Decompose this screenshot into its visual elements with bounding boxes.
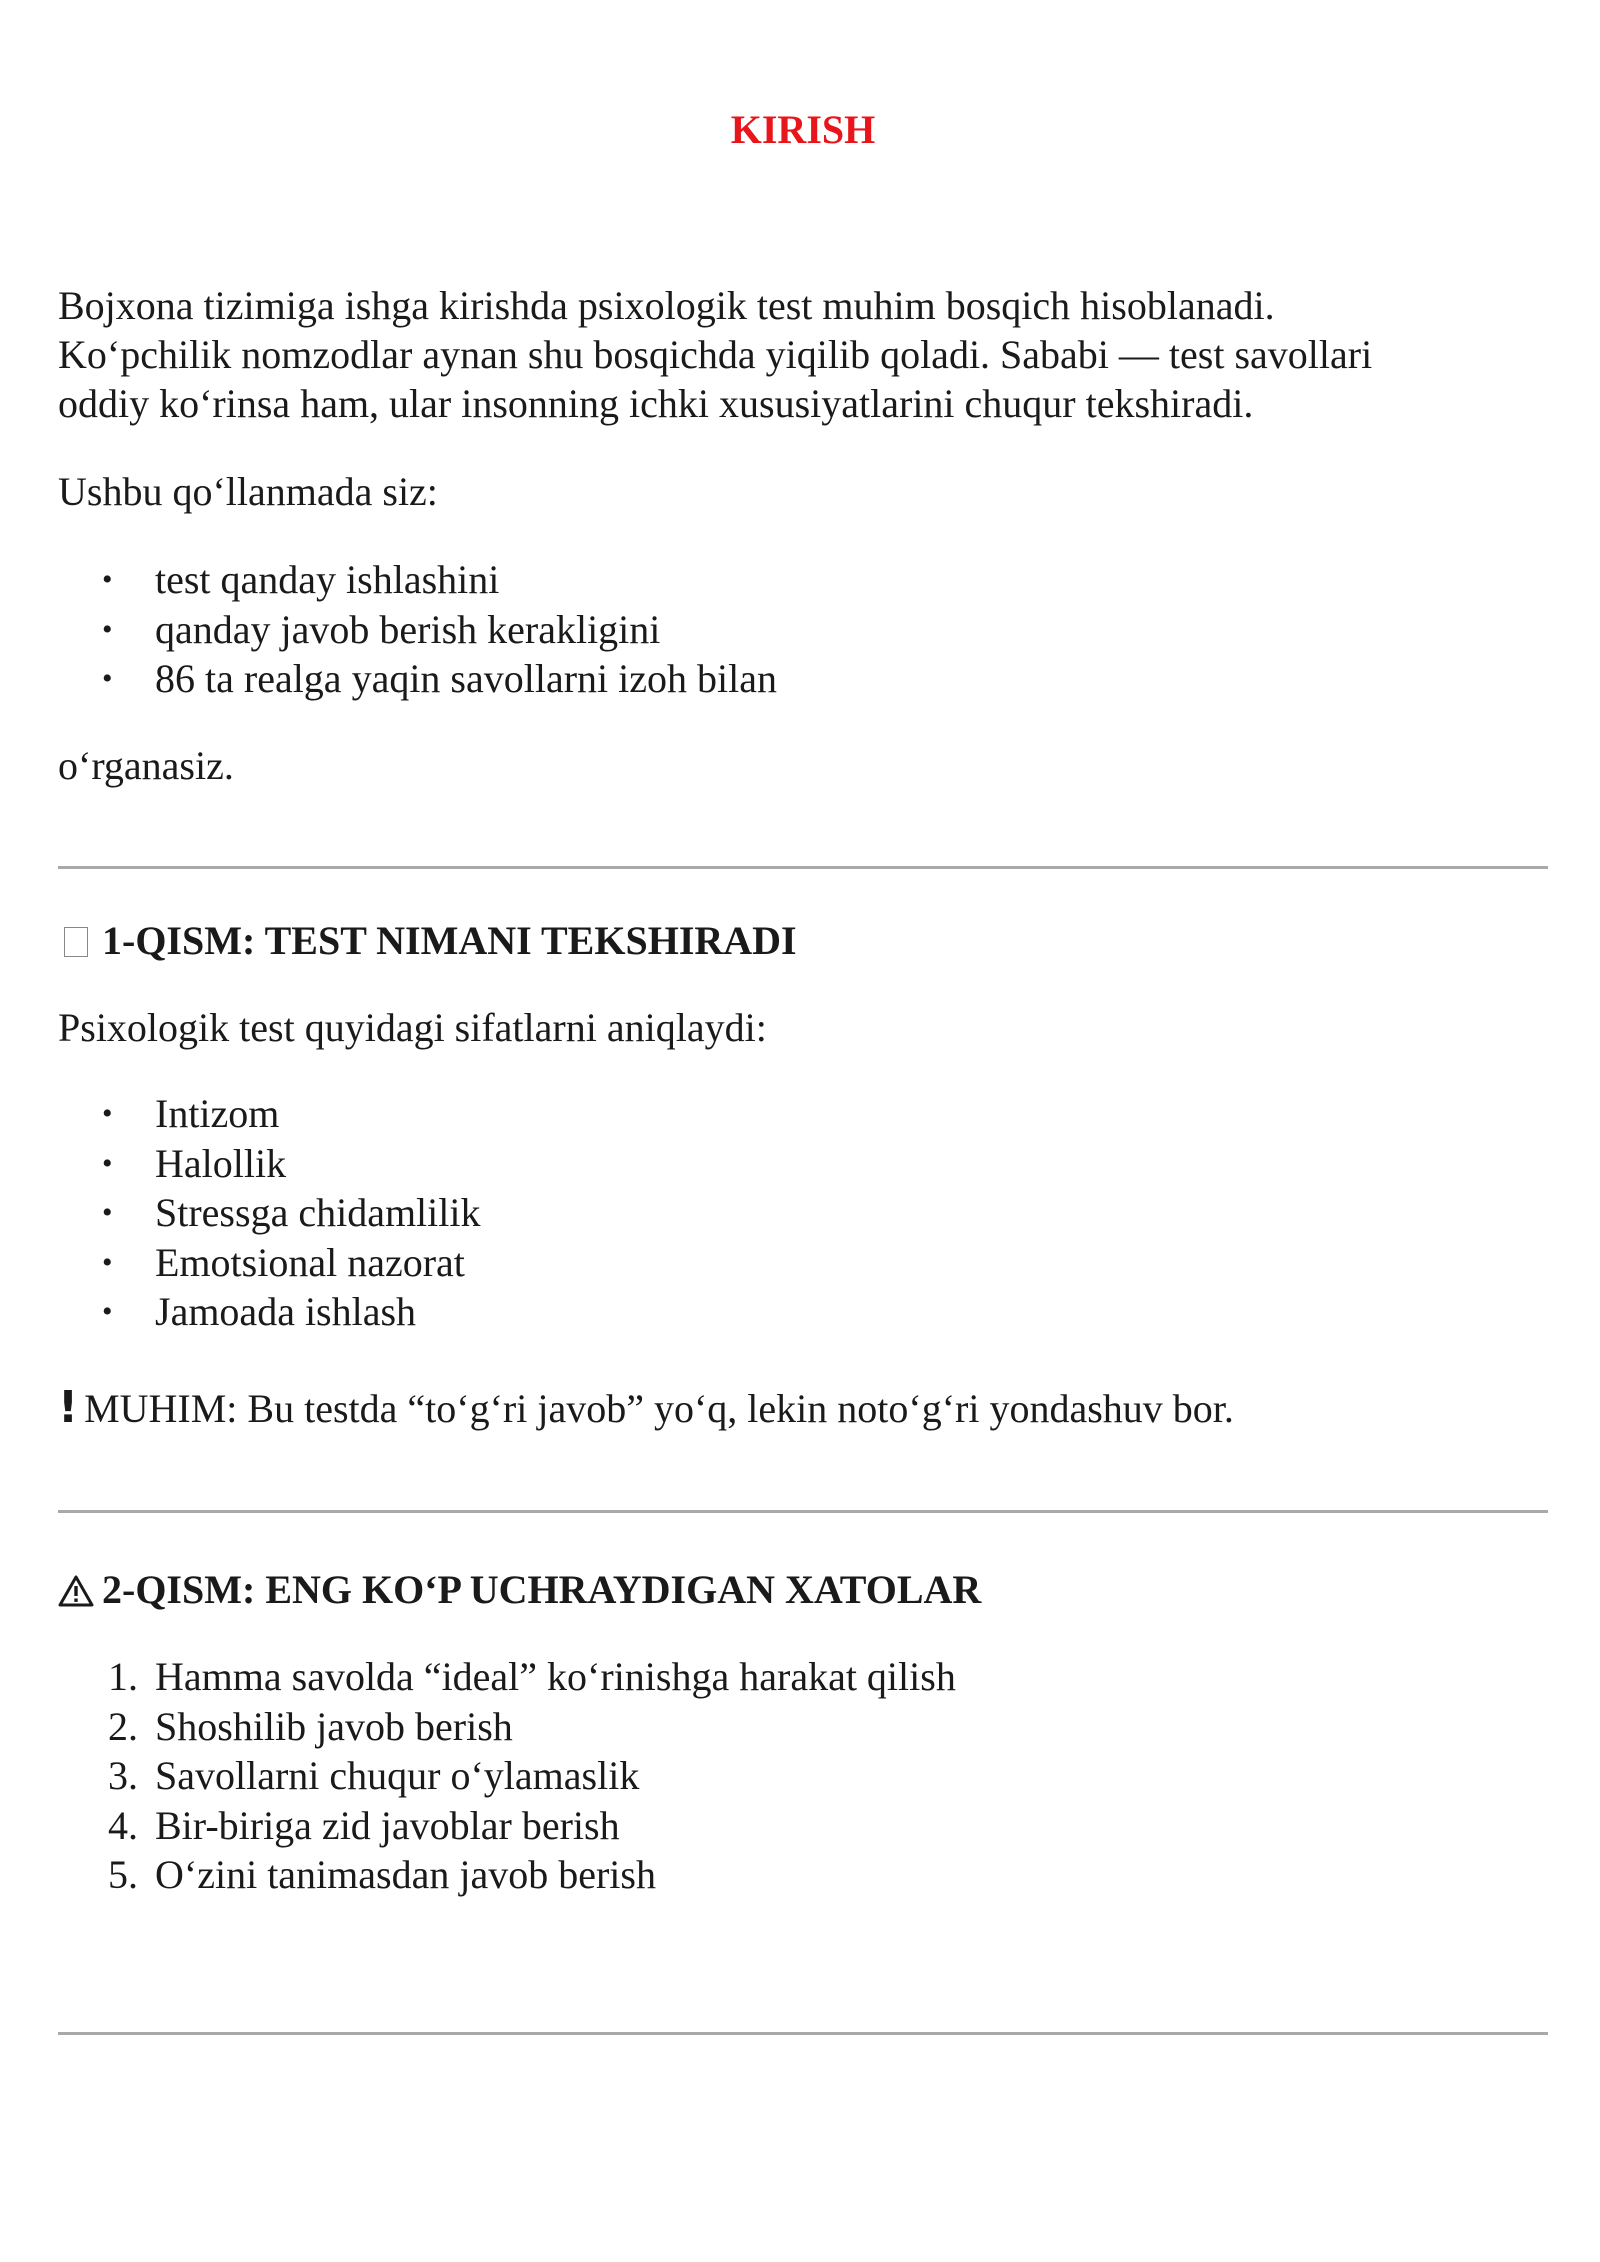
intro-list xyxy=(58,555,777,704)
intro-lead-in: Ushbu qo‘llanmada siz: xyxy=(58,469,438,514)
list-number: 4. xyxy=(108,1802,138,1848)
bullet-icon: • xyxy=(102,662,113,695)
part1-description: Psixologik test quyidagi sifatlarni aniqlaydi: xyxy=(58,1005,767,1050)
bullet-icon: • xyxy=(102,1196,113,1229)
list-item xyxy=(58,1801,956,1851)
intro-paragraph xyxy=(58,281,1548,428)
list-number: 2. xyxy=(108,1703,138,1749)
section-heading-part2 xyxy=(58,1565,981,1615)
bullet-icon: • xyxy=(102,612,113,646)
section-heading-text: 1-QISM: TEST NIMANI TEKSHIRADI xyxy=(102,918,797,963)
horizontal-divider xyxy=(58,2032,1548,2035)
intro-line-2: Ko‘pchilik nomzodlar aynan shu bosqichda yiqilib qoladi. Sababi — test savollari xyxy=(58,332,1373,377)
list-item xyxy=(58,555,777,605)
list-item-text: test qanday ishlashini xyxy=(155,557,500,602)
list-item-text: Jamoada ishlash xyxy=(155,1289,417,1334)
list-item-text: Shoshilib javob berish xyxy=(155,1703,513,1749)
bullet-icon: • xyxy=(102,563,113,596)
intro-line-1: Bojxona tizimiga ishga kirishda psixologik test muhim bosqich hisoblanadi. xyxy=(58,283,1275,328)
list-item xyxy=(58,605,777,655)
list-item-text: 86 ta realga yaqin savollarni izoh bilan xyxy=(155,656,778,701)
important-note xyxy=(58,1383,1234,1434)
bullet-icon: • xyxy=(102,1295,113,1328)
list-item xyxy=(58,1238,481,1288)
horizontal-divider xyxy=(58,866,1548,869)
list-item-text: Bir-biriga zid javoblar berish xyxy=(155,1802,620,1848)
box-icon xyxy=(64,927,88,957)
list-number: 5. xyxy=(108,1852,138,1897)
section-heading-text: 2-QISM: ENG KO‘P UCHRAYDIGAN XATOLAR xyxy=(102,1567,982,1612)
list-item-text: qanday javob berish kerakligini xyxy=(155,606,661,652)
list-item xyxy=(58,1188,481,1238)
important-note-text: MUHIM: Bu testda “to‘g‘ri javob” yo‘q, lekin noto‘g‘ri yondashuv bor. xyxy=(84,1386,1234,1431)
mistakes-list xyxy=(58,1652,956,1900)
list-item-text: Emotsional nazorat xyxy=(155,1239,465,1285)
page-title: KIRISH xyxy=(730,107,876,152)
list-number: 1. xyxy=(108,1654,138,1699)
bullet-icon: • xyxy=(102,1097,113,1130)
list-item-text: Savollarni chuqur o‘ylamaslik xyxy=(155,1753,640,1798)
list-item xyxy=(58,1287,481,1337)
list-item xyxy=(58,1850,956,1900)
list-number: 3. xyxy=(108,1753,138,1798)
list-item-text: Halollik xyxy=(155,1140,287,1186)
list-item-text: Stressga chidamlilik xyxy=(155,1190,481,1235)
bullet-icon: • xyxy=(102,1146,113,1180)
bullet-icon: • xyxy=(102,1245,113,1279)
list-item xyxy=(58,1652,956,1702)
list-item-text: Hamma savolda “ideal” ko‘rinishga harakat qilish xyxy=(155,1654,956,1699)
list-item-text: O‘zini tanimasdan javob berish xyxy=(155,1852,656,1897)
qualities-list xyxy=(58,1089,481,1337)
list-item-text: Intizom xyxy=(155,1091,280,1136)
intro-line-3: oddiy ko‘rinsa ham, ular insonning ichki xususiyatlarini chuqur tekshiradi. xyxy=(58,381,1254,426)
warning-icon xyxy=(58,1575,94,1607)
list-item xyxy=(58,1089,481,1139)
list-item xyxy=(58,654,777,704)
list-item xyxy=(58,1702,956,1752)
horizontal-divider xyxy=(58,1510,1548,1513)
exclamation-icon: ! xyxy=(58,1382,79,1433)
list-item xyxy=(58,1139,481,1189)
section-heading-part1 xyxy=(58,916,797,966)
list-item xyxy=(58,1751,956,1801)
intro-closing: o‘rganasiz. xyxy=(58,743,234,788)
